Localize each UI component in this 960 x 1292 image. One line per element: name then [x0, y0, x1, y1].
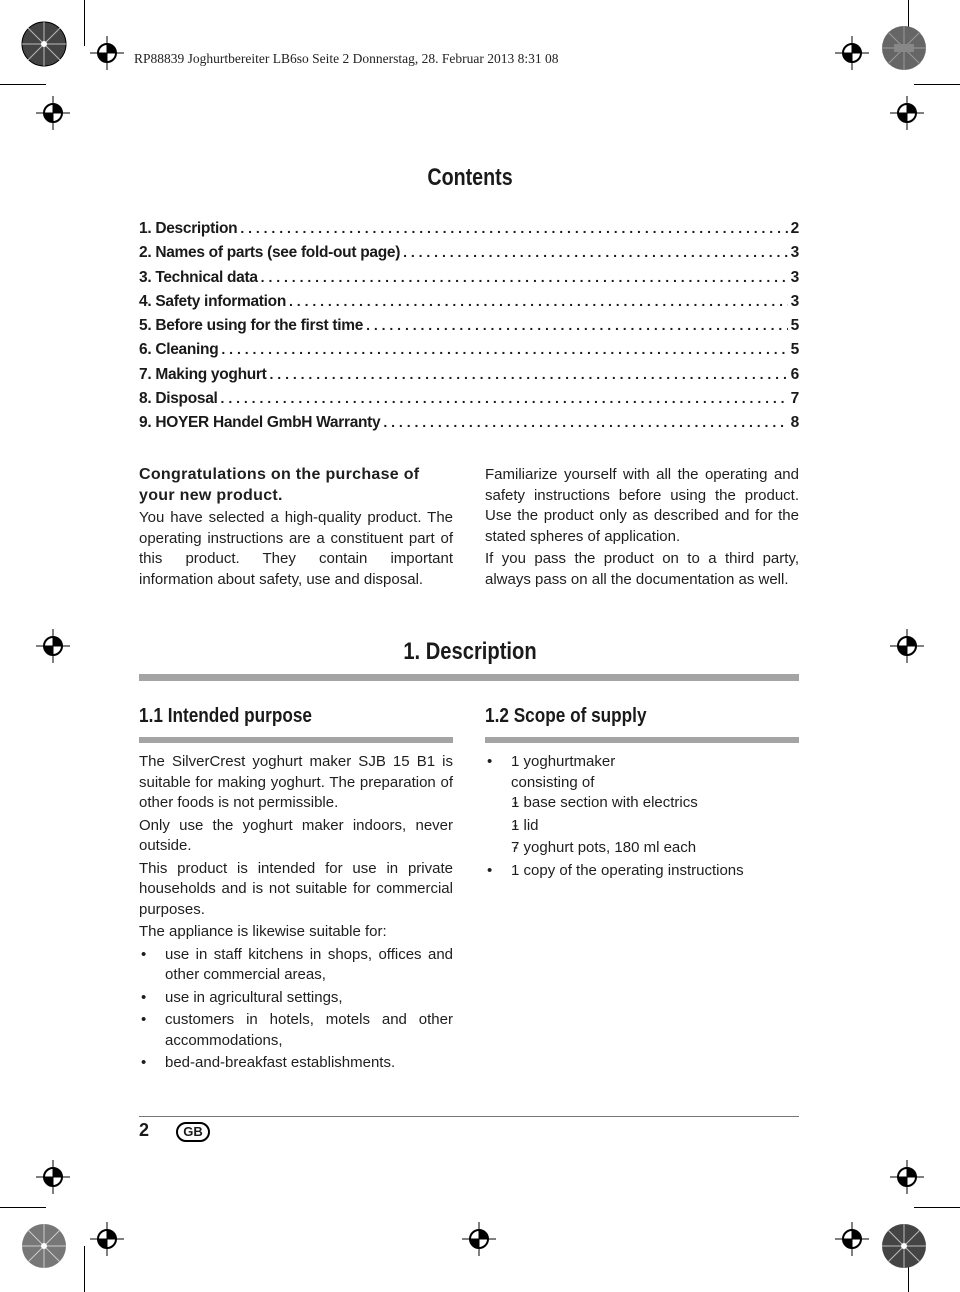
- toc-leader: [403, 244, 788, 260]
- section-rule: [139, 674, 799, 681]
- list-item: • bed-and-breakfast establishments.: [139, 1053, 453, 1074]
- crop-line: [914, 84, 960, 85]
- sub-list: [511, 793, 799, 859]
- crop-line: [84, 0, 85, 46]
- toc-label: 3. Technical data: [139, 268, 258, 286]
- sub-list-item: - 1 lid: [511, 816, 799, 837]
- intro-left-column: [139, 464, 453, 592]
- list-item-text: consisting of: [511, 773, 595, 791]
- toc-page: 2: [790, 220, 799, 237]
- toc-leader: [383, 414, 787, 430]
- toc-entry[interactable]: [139, 220, 799, 244]
- list-item: • use in agricultural settings,: [139, 988, 453, 1009]
- toc-label: 7. Making yoghurt: [139, 365, 267, 383]
- toc-leader: [240, 220, 787, 236]
- scope-of-supply-column: [485, 752, 799, 883]
- toc-leader: [366, 317, 788, 333]
- toc-label: 9. HOYER Handel GmbH Warranty: [139, 414, 381, 432]
- toc-entry[interactable]: [139, 414, 799, 438]
- registration-mark-icon: [36, 1160, 70, 1194]
- toc-entry[interactable]: [139, 244, 799, 268]
- registration-mark-icon: [835, 1222, 869, 1256]
- intro-right-column: [485, 465, 799, 592]
- paragraph: Only use the yoghurt maker indoors, never outside.: [139, 816, 453, 854]
- paragraph: The appliance is likewise suitable for:: [139, 923, 387, 940]
- toc-leader: [270, 366, 788, 382]
- toc-label: 6. Cleaning: [139, 341, 219, 359]
- toc-entry[interactable]: [139, 341, 799, 365]
- toc-page: 5: [790, 317, 799, 335]
- toc-entry[interactable]: [139, 366, 799, 390]
- registration-mark-icon: [90, 36, 124, 70]
- list-item-text: • 1 yoghurtmaker: [511, 753, 616, 770]
- starburst-target-icon: [880, 1222, 928, 1270]
- list-item: [485, 752, 799, 859]
- page-number: 2: [139, 1120, 150, 1140]
- toc-leader: [221, 390, 788, 406]
- toc-leader: [221, 341, 787, 357]
- toc-page: 6: [790, 365, 799, 383]
- intro-text: If you pass the product on to a third party, always pass on all the documentation as well.: [485, 550, 799, 588]
- toc-page: 7: [790, 390, 799, 408]
- footer-rule: [139, 1116, 799, 1117]
- crop-line: [0, 1207, 46, 1208]
- toc-label: 4. Safety information: [139, 292, 287, 310]
- list-item: • use in staff kitchens in shops, offices and other commercial areas,: [139, 945, 453, 986]
- list-item: • customers in hotels, motels and other accommodations,: [139, 1010, 453, 1051]
- toc-leader: [261, 269, 788, 285]
- intro-heading: Congratulations on the purchase of your new product.: [139, 466, 420, 504]
- toc-entry[interactable]: [139, 317, 799, 341]
- contents-title: Contents: [427, 164, 513, 191]
- list-item: • 1 copy of the operating instructions: [485, 861, 799, 882]
- registration-mark-icon: [890, 1160, 924, 1194]
- registration-mark-icon: [36, 96, 70, 130]
- section-title: 1. Description: [403, 638, 537, 665]
- toc-label: 5. Before using for the first time: [139, 317, 364, 335]
- subsection-rule: [485, 737, 799, 743]
- toc-page: 5: [790, 341, 799, 359]
- subsection-title: 1.1 Intended purpose: [139, 705, 312, 727]
- toc-page: 3: [790, 244, 799, 262]
- starburst-target-icon: [20, 20, 68, 68]
- subsection-rule: [139, 737, 453, 743]
- toc-page: 8: [790, 414, 799, 432]
- starburst-target-icon: [880, 24, 928, 72]
- registration-mark-icon: [835, 36, 869, 70]
- starburst-target-icon: [20, 1222, 68, 1270]
- toc-entry[interactable]: [139, 390, 799, 414]
- registration-mark-icon: [90, 1222, 124, 1256]
- toc-page: 3: [790, 292, 799, 310]
- paragraph: The SilverCrest yoghurt maker SJB 15 B1 is suitable for making yoghurt. The preparation of other foods is not permissible.: [139, 753, 453, 811]
- bullet-list: [139, 945, 453, 1074]
- registration-mark-icon: [36, 629, 70, 663]
- registration-mark-icon: [462, 1222, 496, 1256]
- registration-mark-icon: [890, 96, 924, 130]
- table-of-contents: [139, 220, 799, 439]
- crop-line: [84, 1246, 85, 1292]
- bullet-list: [485, 752, 799, 881]
- intro-text: You have selected a high-quality product. The operating instructions are a constituent part of this product. They contain important information about safety, use and disposal.: [139, 509, 453, 588]
- subsection-title: 1.2 Scope of supply: [485, 705, 647, 727]
- toc-entry[interactable]: [139, 269, 799, 293]
- toc-page: 3: [790, 268, 799, 286]
- registration-mark-icon: [890, 629, 924, 663]
- intro-text: Familiarize yourself with all the operating and safety instructions before using the product. Use the product only as described and for the stated spheres of application.: [485, 466, 799, 545]
- sub-list-item: - 7 yoghurt pots, 180 ml each: [511, 838, 799, 859]
- crop-line: [0, 84, 46, 85]
- toc-entry[interactable]: [139, 293, 799, 317]
- print-slug: RP88839 Joghurtbereiter LB6so Seite 2 Donnerstag, 28. Februar 2013 8:31 08: [134, 51, 559, 66]
- sub-list-item: - 1 base section with electrics: [511, 793, 799, 814]
- language-badge: GB: [176, 1122, 210, 1142]
- toc-label: 1. Description: [139, 220, 238, 237]
- crop-line: [914, 1207, 960, 1208]
- toc-label: 8. Disposal: [139, 390, 218, 408]
- intended-purpose-column: [139, 752, 453, 1076]
- toc-label: 2. Names of parts (see fold-out page): [139, 244, 401, 262]
- toc-leader: [289, 293, 788, 309]
- paragraph: This product is intended for use in private households and is not suitable for commercial purposes.: [139, 859, 453, 918]
